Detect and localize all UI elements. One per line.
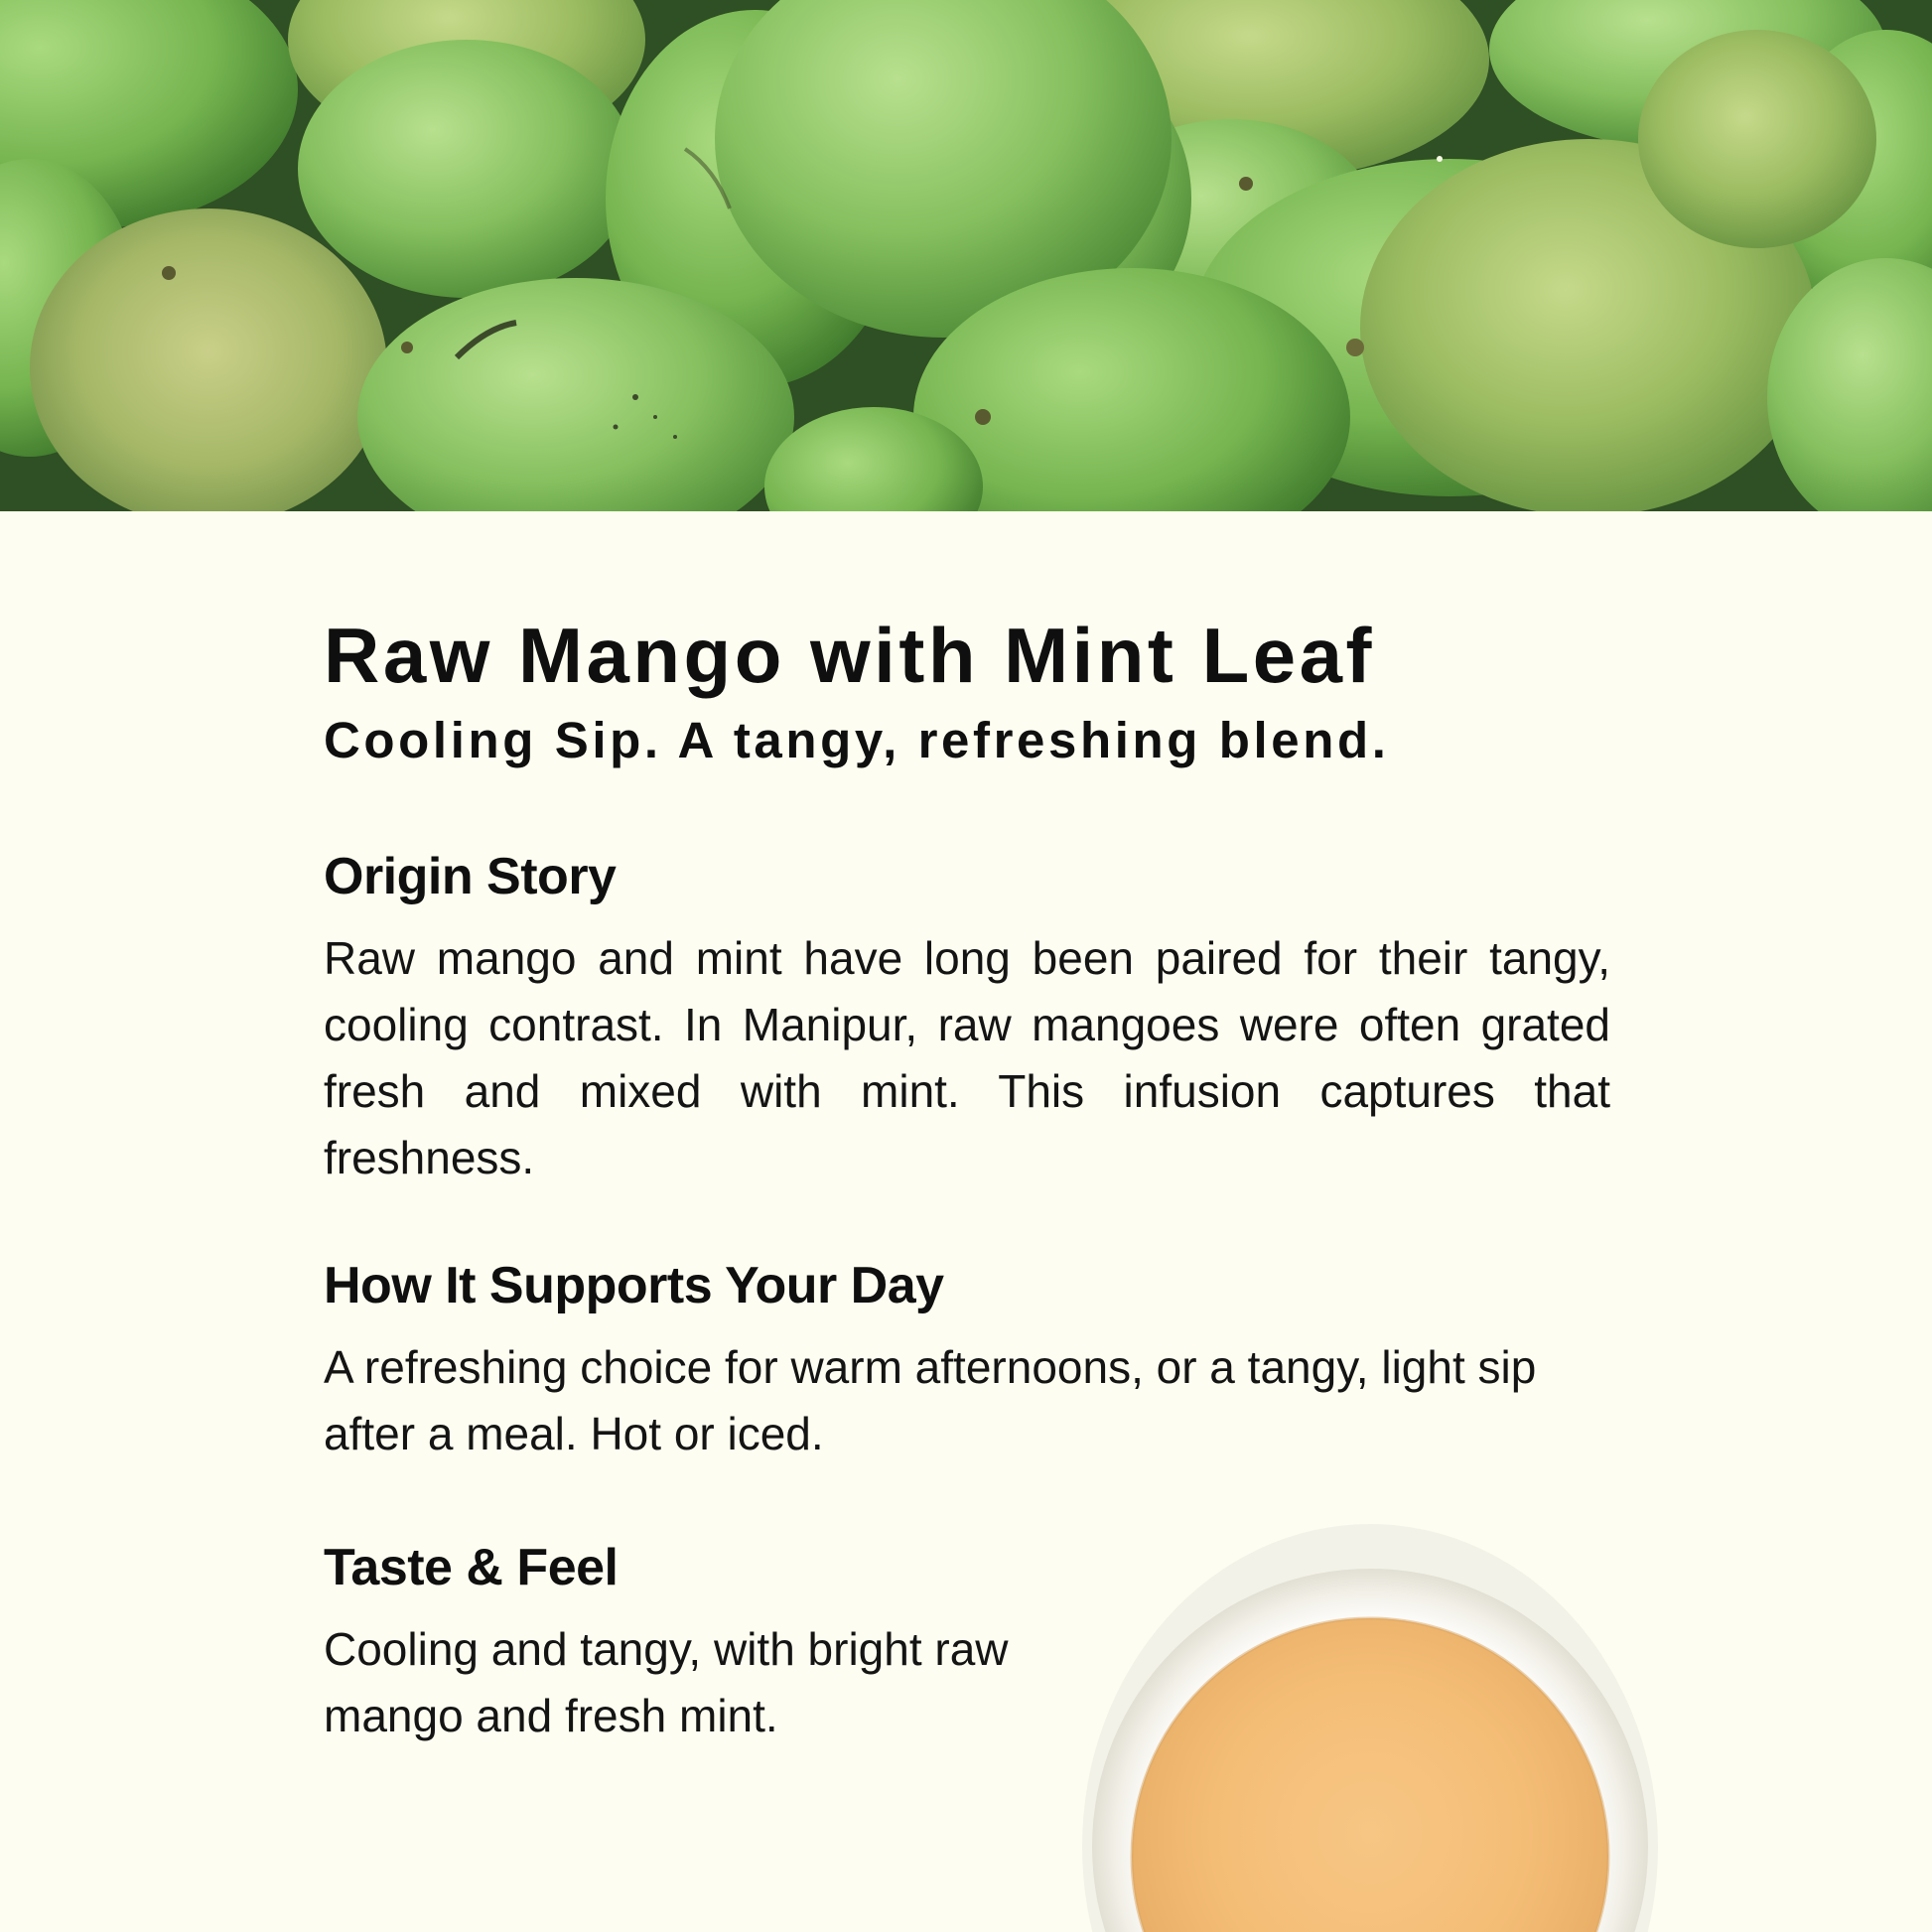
origin-story-text: Raw mango and mint have long been paired for their tangy, cooling contrast. In Manipur, raw mangoes were often grated fresh and mixed with mint. This infusion captures that freshness. bbox=[324, 932, 1610, 1183]
supports-your-day-text: A refreshing choice for warm afternoons, or a tangy, light sip after a meal. Hot or iced. bbox=[324, 1341, 1537, 1459]
product-description bbox=[324, 606, 1610, 1741]
taste-and-feel-text: Cooling and tangy, with bright raw mango and fresh mint. bbox=[324, 1623, 1009, 1741]
origin-story-heading: Origin Story bbox=[324, 848, 617, 905]
product-tagline: Cooling Sip. A tangy, refreshing blend. bbox=[324, 712, 1390, 768]
tea-cup-image bbox=[1082, 1519, 1678, 1932]
taste-and-feel-heading: Taste & Feel bbox=[324, 1539, 619, 1596]
supports-your-day-heading: How It Supports Your Day bbox=[324, 1257, 944, 1314]
product-title: Raw Mango with Mint Leaf bbox=[324, 612, 1375, 699]
hero-mango-image bbox=[0, 0, 1932, 511]
